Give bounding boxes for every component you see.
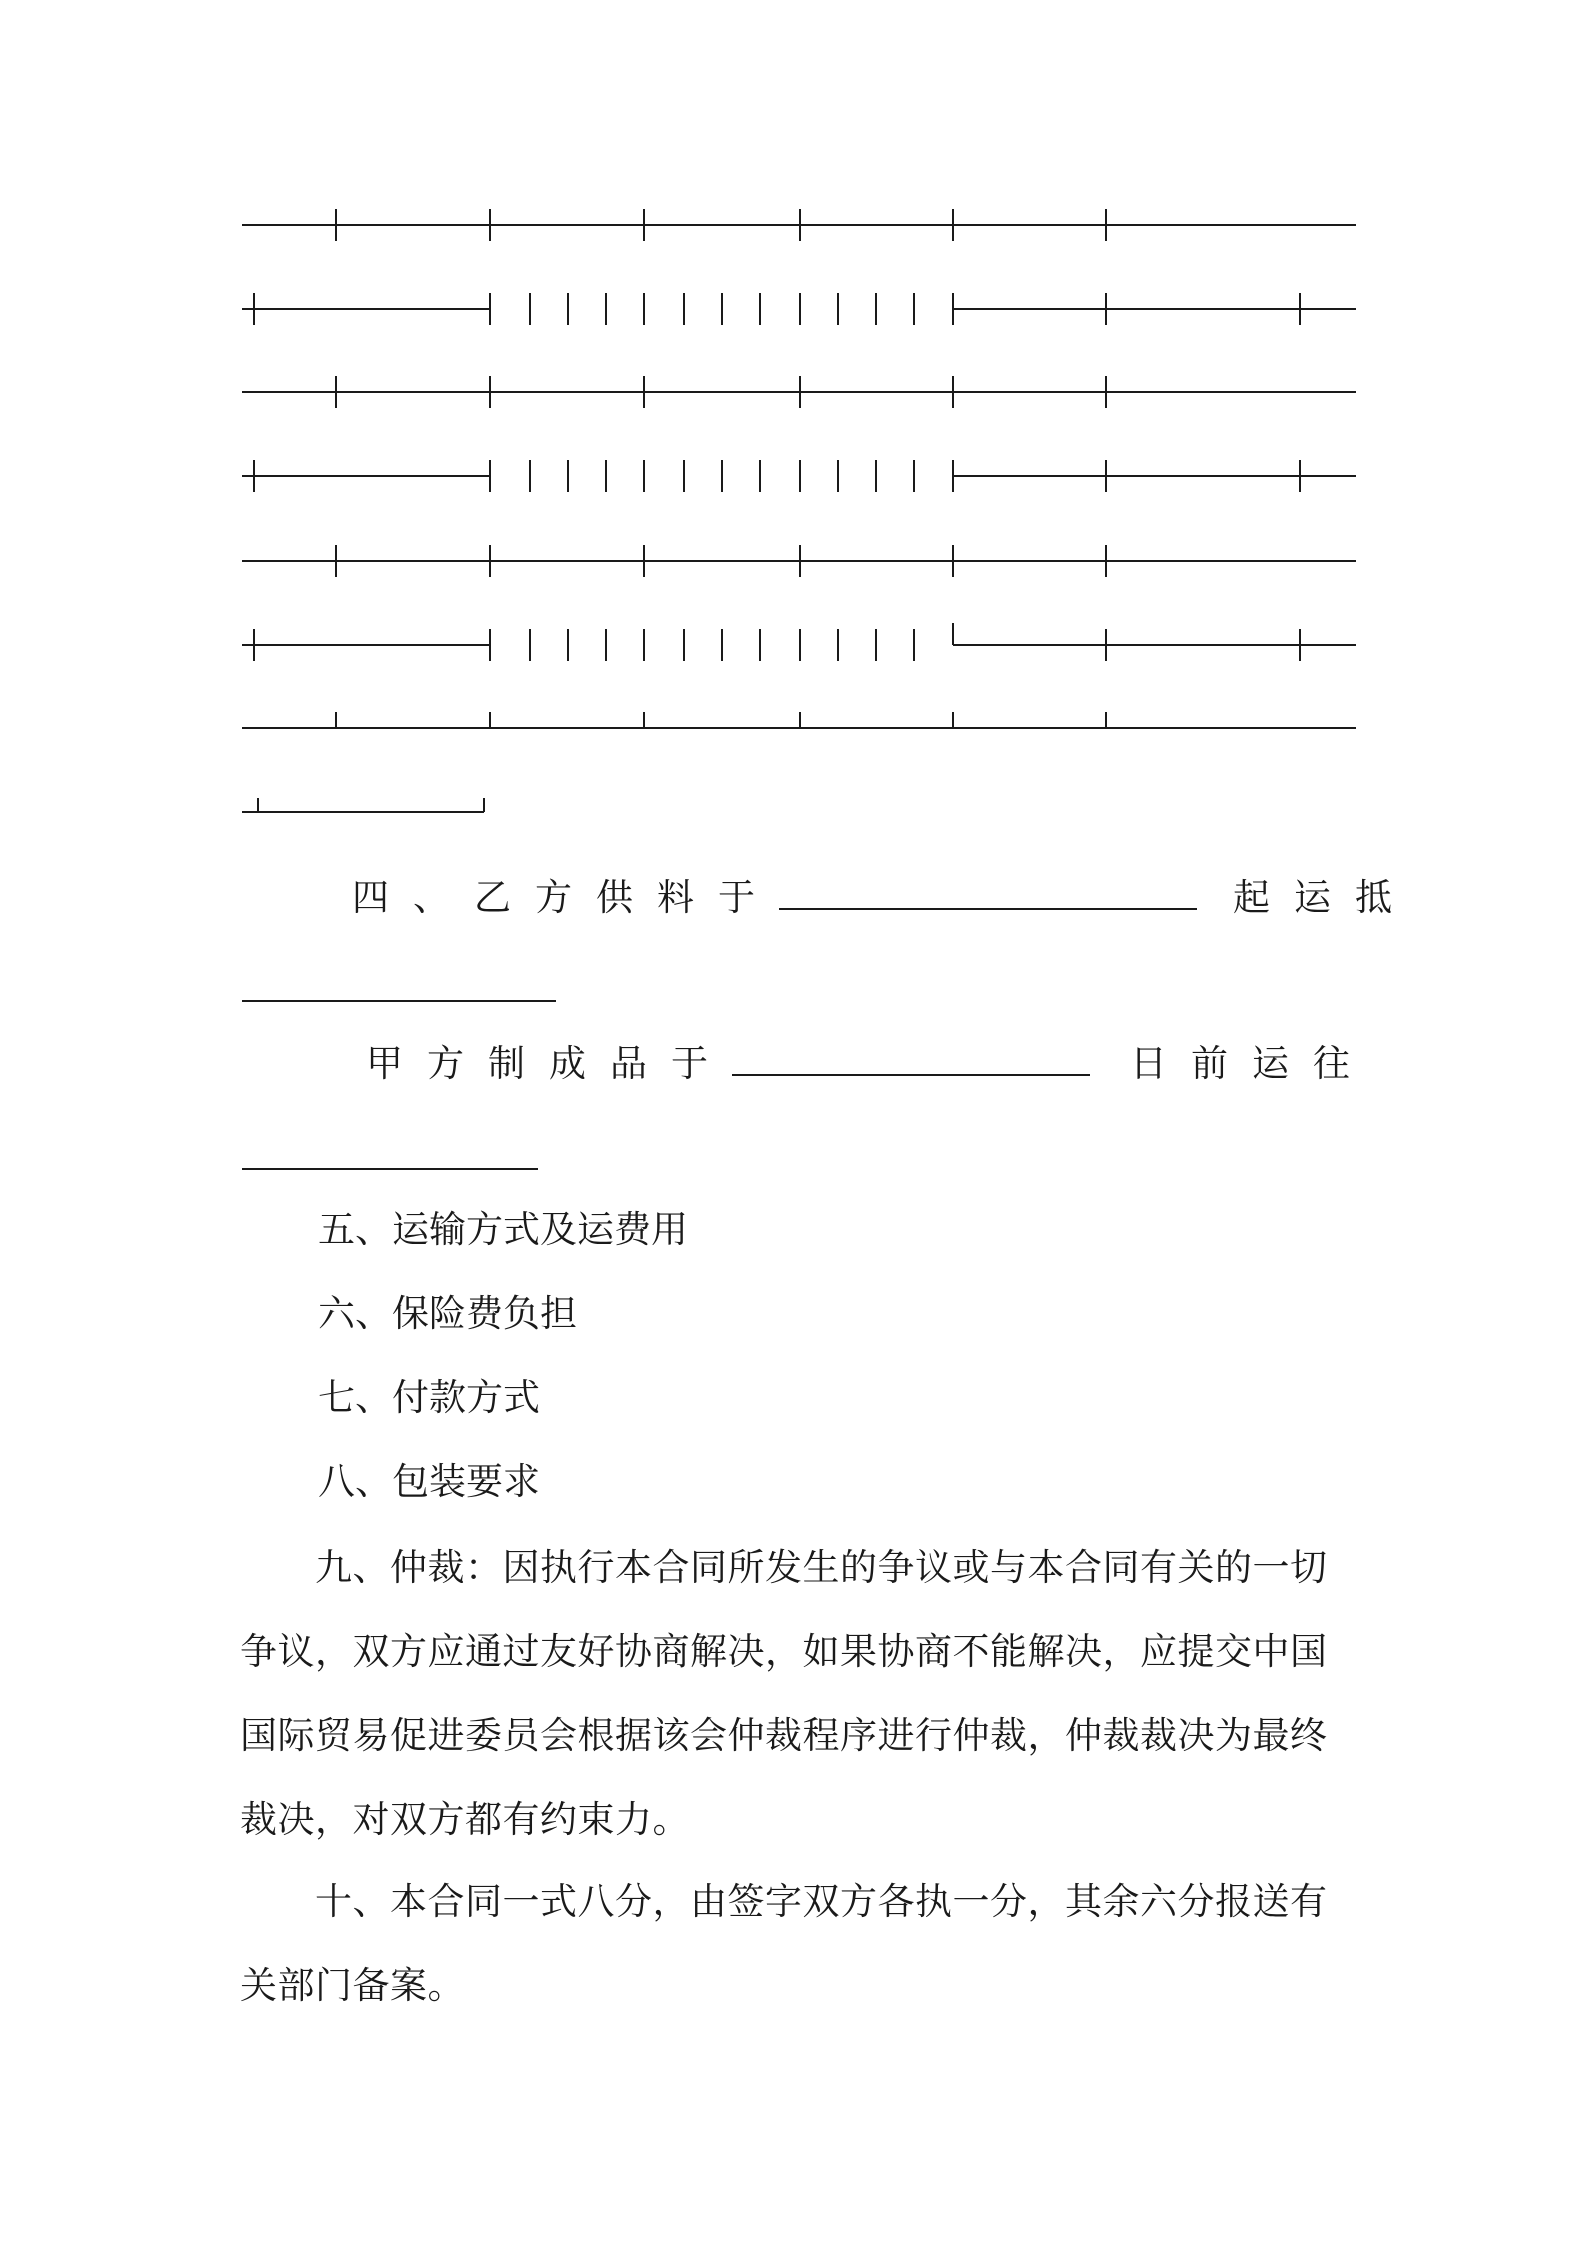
clause-five: 五、运输方式及运费用 [318,1208,688,1251]
section-4-continuation-rule-2[interactable] [242,1168,538,1170]
section-4-line-1-prefix: 四、乙方供料于 [352,876,779,919]
clause-seven: 七、付款方式 [318,1376,540,1419]
section-4-continuation-rule-1[interactable] [242,1000,556,1002]
section-4-line-2-prefix: 甲方制成品于 [366,1042,732,1085]
clause-six: 六、保险费负担 [318,1292,577,1335]
section-4-line-2 [366,1038,1374,1088]
section-4-blank-2[interactable] [732,1038,1090,1076]
clause-ten: 十、本合同一式八分，由签字双方各执一分，其余六分报送有关部门备案。 [240,1880,1328,2007]
section-4-line-1-suffix: 起运抵 [1233,876,1416,919]
clause-nine: 九、仲裁：因执行本合同所发生的争议或与本合同有关的一切争议，双方应通过友好协商解决，如果协商不能解决，应提交中国国际贸易促进委员会根据该会仲裁程序进行仲裁，仲裁裁决为最终裁决，对双方都有约束力。 [240,1546,1328,1841]
section-4-blank-1[interactable] [779,872,1197,910]
section-4-line-1 [352,872,1416,922]
table-line-art [0,0,1586,900]
section-4-line-2-suffix: 日前运往 [1130,1042,1374,1085]
clause-eight: 八、包装要求 [318,1460,540,1503]
